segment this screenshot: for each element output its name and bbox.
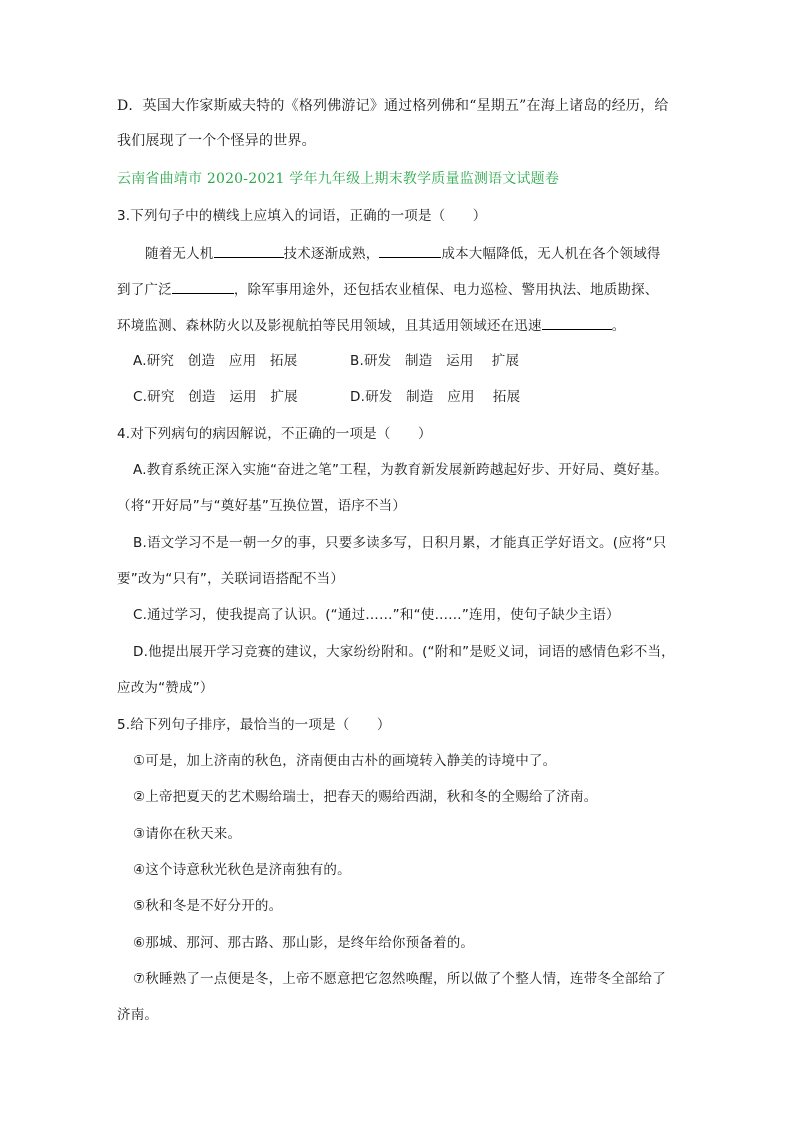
q3-text: 随着无人机: [145, 246, 214, 262]
q3-options-row2: [133, 387, 693, 407]
source-title: 云南省曲靖市 2020-2021 学年九年级上期末教学质量监测语文试题卷: [117, 171, 560, 187]
q4-option-d-line1: D.他提出展开学习竞赛的建议，大家纷纷附和。(“附和”是贬义词，词语的感情色彩不当，: [133, 644, 675, 660]
fill-blank-2: [379, 243, 441, 258]
q3-options-row1: [133, 351, 693, 371]
prev-option-d-line2: 我们展现了一个个怪异的世界。: [117, 133, 316, 149]
q3-stem: 3.下列句子中的横线上应填入的词语，正确的一项是（ ）: [117, 208, 487, 224]
q5-stem: 5.给下列句子排序，最恰当的一项是（ ）: [117, 717, 391, 733]
q5-sentence-3: ③请你在秋天来。: [133, 826, 242, 842]
q5-sentence-7-cont: 济南。: [117, 1007, 159, 1023]
q3-passage-line3: [117, 315, 677, 336]
q4-option-b-line2: 要”改为“只有”，关联词语搭配不当）: [117, 571, 345, 587]
q4-option-b-line1: B.语文学习不是一朝一夕的事，只要多读多写，日积月累，才能真正学好语文。(应将“只: [133, 535, 667, 551]
q3-option-a: A.研究 创造 应用 拓展: [133, 353, 298, 369]
q3-text: 。: [611, 318, 626, 334]
q5-sentence-2: ②上帝把夏天的艺术赐给瑞士，把春天的赐给西湖，秋和冬的全赐给了济南。: [133, 789, 598, 805]
q3-text: 成本大幅降低，无人机在各个领域得: [441, 246, 661, 262]
q5-sentence-5: ⑤秋和冬是不好分开的。: [133, 898, 283, 914]
q3-option-c: C.研究 创造 运用 扩展: [133, 389, 298, 405]
q3-text: ，除军事用途外，还包括农业植保、电力巡检、警用执法、地质勘探、: [233, 282, 659, 298]
q4-option-c: C.通过学习，使我提高了认识。(“通过……”和“使……”连用，使句子缺少主语）: [133, 607, 620, 623]
fill-blank-4: [542, 315, 612, 330]
q4-option-a-line2: （将“开好局”与“奠好基”互换位置，语序不当）: [117, 498, 407, 514]
q3-passage-line1: [145, 243, 705, 264]
q3-option-d: D.研发 制造 应用 拓展: [350, 389, 521, 405]
q3-text: 环境监测、森林防火以及影视航拍等民用领域，且其适用领域还在迅速: [117, 318, 542, 334]
fill-blank-3: [172, 279, 234, 294]
q3-passage-line2: [117, 279, 677, 300]
q4-option-d-line2: 应改为“赞成”）: [117, 680, 214, 696]
q5-sentence-6: ⑥那城、那河、那古路、那山影，是终年给你预备着的。: [133, 935, 475, 951]
q3-option-b: B.研发 制造 运用 扩展: [350, 353, 520, 369]
q5-sentence-7: ⑦秋睡熟了一点便是冬，上帝不愿意把它忽然唤醒，所以做了个整人情，连带冬全部给了: [133, 971, 666, 987]
fill-blank-1: [214, 243, 284, 258]
q3-text: 到了广泛: [117, 282, 172, 298]
q3-text: 技术逐渐成熟，: [283, 246, 380, 262]
prev-option-d-line1: D．英国大作家斯威夫特的《格列佛游记》通过格列佛和“星期五”在海上诸岛的经历，给: [117, 98, 669, 114]
q5-sentence-4: ④这个诗意秋光秋色是济南独有的。: [133, 862, 351, 878]
q5-sentence-1: ①可是，加上济南的秋色，济南便由古朴的画境转入静美的诗境中了。: [133, 753, 557, 769]
q4-option-a-line1: A.教育系统正深入实施“奋进之笔”工程，为教育新发展新跨越起好步、开好局、奠好基。: [133, 462, 668, 478]
q4-stem: 4.对下列病句的病因解说，不正确的一项是（ ）: [117, 426, 432, 442]
